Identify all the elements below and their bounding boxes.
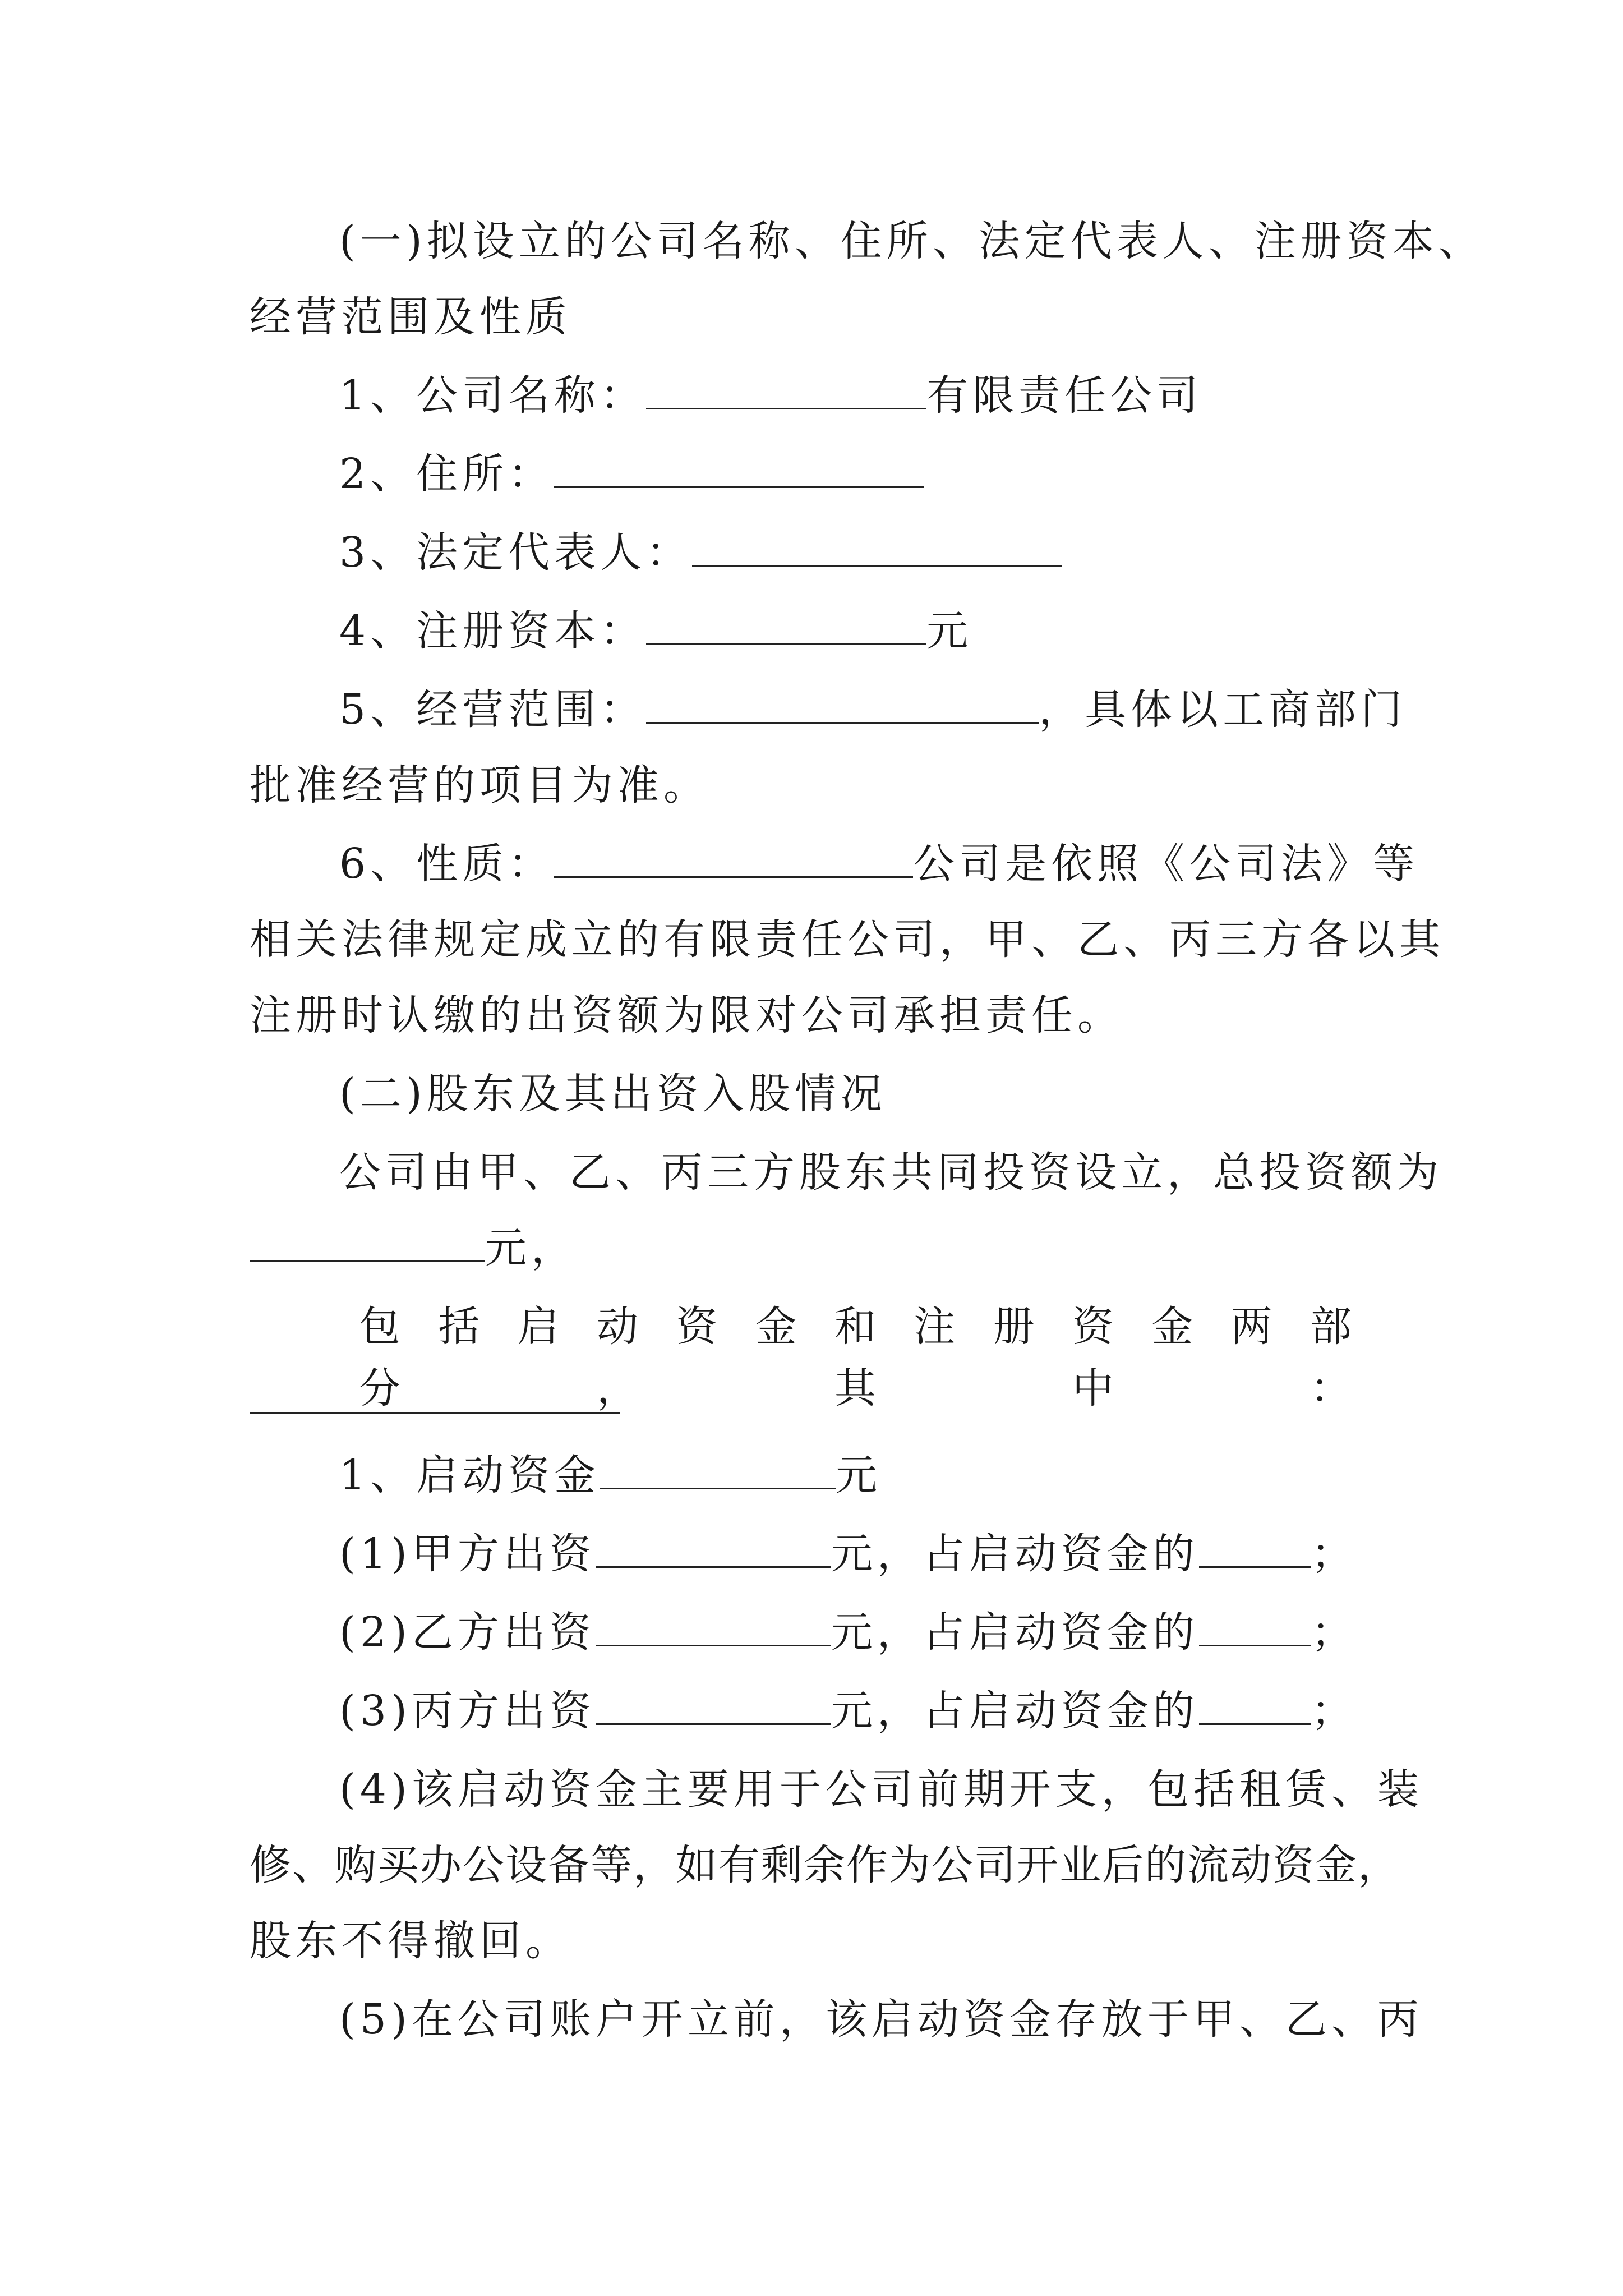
company-name-label: 1、公司名称： bbox=[339, 371, 647, 420]
party-c-share-blank[interactable] bbox=[1199, 1721, 1311, 1725]
registered-capital-label: 4、注册资本： bbox=[339, 607, 647, 655]
paragraph-text: (5)在公司账户开立前，该启动资金存放于甲、乙、丙 bbox=[339, 1995, 1423, 2044]
party-a-amount-blank[interactable] bbox=[596, 1564, 831, 1568]
legal-rep-blank[interactable] bbox=[692, 563, 1062, 567]
startup-deposit-line bbox=[0, 1989, 1623, 2050]
party-b-share-blank[interactable] bbox=[1199, 1642, 1311, 1646]
startup-usage-continued bbox=[0, 1910, 1623, 1972]
business-scope-label: 5、经营范围： bbox=[339, 685, 647, 734]
party-b-end: ； bbox=[1311, 1608, 1357, 1657]
heading-line: (一)拟设立的公司名称、住所、法定代表人、注册资本、 bbox=[339, 217, 1484, 265]
startup-capital-label: 1、启动资金 bbox=[339, 1451, 601, 1499]
section1-heading-continued bbox=[0, 286, 1623, 348]
party-b-mid: 元，占启动资金的 bbox=[831, 1608, 1199, 1657]
nature-continued bbox=[0, 984, 1623, 1046]
paragraph-text: (4)该启动资金主要用于公司前期开支，包括租赁、装 bbox=[339, 1765, 1423, 1814]
nature-line bbox=[0, 833, 1623, 895]
company-name-blank[interactable] bbox=[646, 406, 926, 409]
address-line bbox=[0, 443, 1623, 505]
paragraph-text: 公司由甲、乙、丙三方股东共同投资设立，总投资额为 bbox=[339, 1148, 1443, 1197]
nature-label: 6、性质： bbox=[339, 840, 555, 888]
registered-capital-line bbox=[0, 600, 1623, 662]
startup-capital-blank[interactable] bbox=[600, 1485, 836, 1489]
total-investment-unit: 元， bbox=[485, 1224, 577, 1272]
party-a-share-blank[interactable] bbox=[1199, 1564, 1311, 1568]
address-label: 2、住所： bbox=[339, 450, 555, 498]
investment-paragraph bbox=[0, 1142, 1623, 1203]
party-b-label: (2)乙方出资 bbox=[339, 1608, 596, 1657]
total-investment-line bbox=[0, 1217, 1623, 1279]
composition-line bbox=[359, 1296, 1380, 1412]
party-c-end: ； bbox=[1311, 1687, 1357, 1735]
total-investment-blank[interactable] bbox=[250, 1258, 485, 1262]
party-b-amount-blank[interactable] bbox=[596, 1642, 831, 1646]
startup-usage-line bbox=[0, 1759, 1623, 1820]
startup-capital-unit: 元 bbox=[836, 1451, 882, 1499]
nature-text: 注册时认缴的出资额为限对公司承担责任。 bbox=[250, 991, 1123, 1039]
business-scope-line bbox=[0, 679, 1623, 740]
composition-blank-line bbox=[0, 1369, 1623, 1430]
business-scope-blank[interactable] bbox=[646, 720, 1039, 724]
party-c-mid: 元，占启动资金的 bbox=[831, 1687, 1199, 1735]
paragraph-text: 修、购买办公设备等，如有剩余作为公司开业后的流动资金， bbox=[250, 1841, 1400, 1889]
legal-rep-line bbox=[0, 522, 1623, 583]
business-scope-continued bbox=[0, 754, 1623, 816]
nature-suffix: 公司是依照《公司法》等 bbox=[913, 840, 1419, 888]
address-blank[interactable] bbox=[554, 484, 924, 488]
paragraph-text: 股东不得撤回。 bbox=[250, 1917, 571, 1965]
party-c-line bbox=[0, 1680, 1623, 1742]
startup-usage-continued bbox=[0, 1834, 1623, 1896]
nature-blank[interactable] bbox=[554, 874, 913, 878]
paragraph-text: 包括启动资金和注册资金两部分，其中： bbox=[359, 1303, 1380, 1412]
party-a-label: (1)甲方出资 bbox=[339, 1530, 596, 1578]
heading-line: 经营范围及性质 bbox=[250, 293, 571, 341]
legal-rep-label: 3、法定代表人： bbox=[339, 528, 693, 577]
company-name-line bbox=[0, 365, 1623, 426]
company-name-suffix: 有限责任公司 bbox=[926, 371, 1203, 420]
startup-capital-line bbox=[0, 1444, 1623, 1506]
party-b-line bbox=[0, 1602, 1623, 1663]
business-scope-text: 批准经营的项目为准。 bbox=[250, 761, 709, 809]
section1-heading bbox=[0, 210, 1623, 272]
party-a-line bbox=[0, 1523, 1623, 1585]
business-scope-suffix: ，具体以工商部门 bbox=[1039, 685, 1407, 734]
party-a-end: ； bbox=[1311, 1530, 1357, 1578]
section2-heading bbox=[0, 1063, 1623, 1125]
composition-blank[interactable] bbox=[250, 1410, 620, 1414]
nature-continued bbox=[0, 909, 1623, 970]
nature-text: 相关法律规定成立的有限责任公司，甲、乙、丙三方各以其 bbox=[250, 915, 1445, 964]
registered-capital-unit: 元 bbox=[926, 607, 973, 655]
party-c-amount-blank[interactable] bbox=[596, 1721, 831, 1725]
heading-line: (二)股东及其出资入股情况 bbox=[339, 1070, 887, 1118]
party-c-label: (3)丙方出资 bbox=[339, 1687, 596, 1735]
registered-capital-blank[interactable] bbox=[646, 641, 926, 645]
party-a-mid: 元，占启动资金的 bbox=[831, 1530, 1199, 1578]
